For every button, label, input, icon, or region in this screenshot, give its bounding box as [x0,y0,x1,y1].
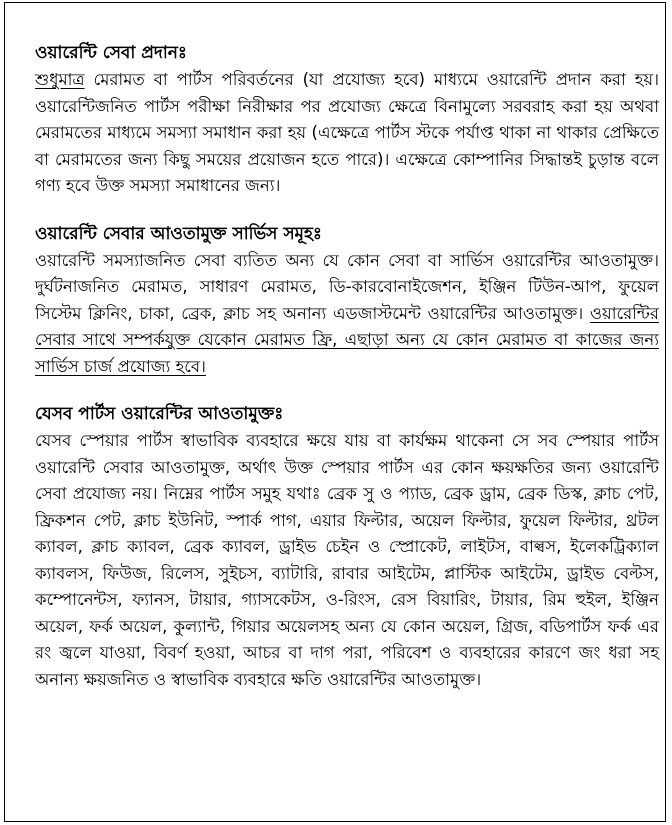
document-frame [4,2,666,822]
section-paragraph [35,248,659,381]
section-heading: ওয়ারেন্টি সেবা প্রদানঃ [35,43,187,63]
section-excluded-parts [35,402,659,693]
section-excluded-services [35,222,659,381]
paragraph-text: মেরামত বা পার্টস পরিবর্তনের (যা প্রযোজ্য হবে) মাধ্যমে ওয়ারেন্টি প্রদান করা হয়। ওয়ারেন্টিজনিত পার্টস পরীক্ষা নিরীক্ষার পর প্রযোজ্য ক্ষেত্রে বিনামুল্যে সরবরাহ করা হয় অথবা মেরামতের মাধ্যমে সমস্যা সমাধান করা হয় (এক্ষেত্রে পার্টস স্টকে পর্যাপ্ত থাকা না থাকার প্রেক্ষিতে বা মেরামতের জন্য কিছু সময়ের প্রয়োজন হতে পারে)। এক্ষেত্রে কোম্পানির সিদ্ধান্তই চুড়ান্ত বলে গণ্য হবে উক্ত সমস্যা সমাধানের জন্য। [35,70,659,195]
section-paragraph: যেসব স্পেয়ার পার্টস স্বাভাবিক ব্যবহারে ক্ষয়ে যায় বা কার্যক্ষম থাকেনা সে সব স্পেয়ার পার্টস ওয়ারেন্টি সেবার আওতামুক্ত, অর্থাৎ উক্ত স্পেয়ার পার্টস এর কোন ক্ষয়ক্ষতির জন্য ওয়ারেন্টি সেবা প্রযোজ্য নয়। নিম্নের পার্টস সমুহ যথাঃ ব্রেক সু ও প্যাড, ব্রেক ড্রাম, ব্রেক ডিস্ক, ক্লাচ পেট, ফ্রিকশন পেট, ক্লাচ ইউনিট, স্পার্ক পাগ, এয়ার ফিল্টার, অয়েল ফিল্টার, ফুয়েল ফিল্টার, থ্রটল ক্যাবল, ক্লাচ ক্যাবল, ব্রেক ক্যাবল, ড্রাইভ চেইন ও স্প্রোকেট, লাইটস, বাল্বস, ইলেকট্রিক্যাল ক্যাবলস, ফিউজ, রিলেস, সুইচস, ব্যাটারি, রাবার আইটেম, প্লাস্টিক আইটেম, ড্রাইভ বেল্টস, কম্পোনেন্টস, ফ্যানস, টায়ার, গ্যাসকেটস, ও-রিংস, রেস বিয়ারিং, টায়ার, রিম হুইল, ইঞ্জিন অয়েল, ফর্ক অয়েল, কুল্যান্ট, গিয়ার অয়েলসহ অন্য যে কোন অয়েল, গ্রিজ, বডিপার্টস ফর্ক এর রং জ্বলে যাওয়া, বিবর্ণ হওয়া, আচর বা দাগ পরা, পরিবেশ ও ব্যবহারের কারণে জং ধরা সহ অনান্য ক্ষয়জনিত ও স্বাভাবিক ব্যবহারে ক্ষতি ওয়ারেন্টির আওতামুক্ত। [35,431,659,689]
underlined-lead-text: শুধুমাত্র [35,70,85,89]
document-content [35,41,659,715]
section-heading: ওয়ারেন্টি সেবার আওতামুক্ত সার্ভিস সমূহঃ [35,223,322,244]
underlined-tail-text: ওয়ারেন্টির সেবার সাথে সম্পর্কযুক্ত যেকোন মেরামত ফ্রি, এছাড়া অন্য যে কোন মেরামত বা কাজের জন্য সার্ভিস চার্জ প্রযোজ্য হবে। [35,303,659,376]
section-heading: যেসব পার্টস ওয়ারেন্টির আওতামুক্তঃ [35,404,284,424]
section-warranty-service [35,41,659,200]
paragraph-text: ওয়ারেন্টি সমস্যাজনিত সেবা ব্যতিত অন্য যে কোন সেবা বা সার্ভিস ওয়ারেন্টির আওতামুক্ত। দুর্ঘটনাজনিত মেরামত, সাধারণ মেরামত, ডি-কারবোনাইজেশন, ইঞ্জিন টিউন-আপ, ফুয়েল সিস্টেম ক্লিনিং, চাকা, ব্রেক, ক্লাচ সহ অনান্য এডজাস্টমেন্ট ওয়ারেন্টির আওতামুক্ত। [35,250,659,323]
section-paragraph [35,67,659,200]
